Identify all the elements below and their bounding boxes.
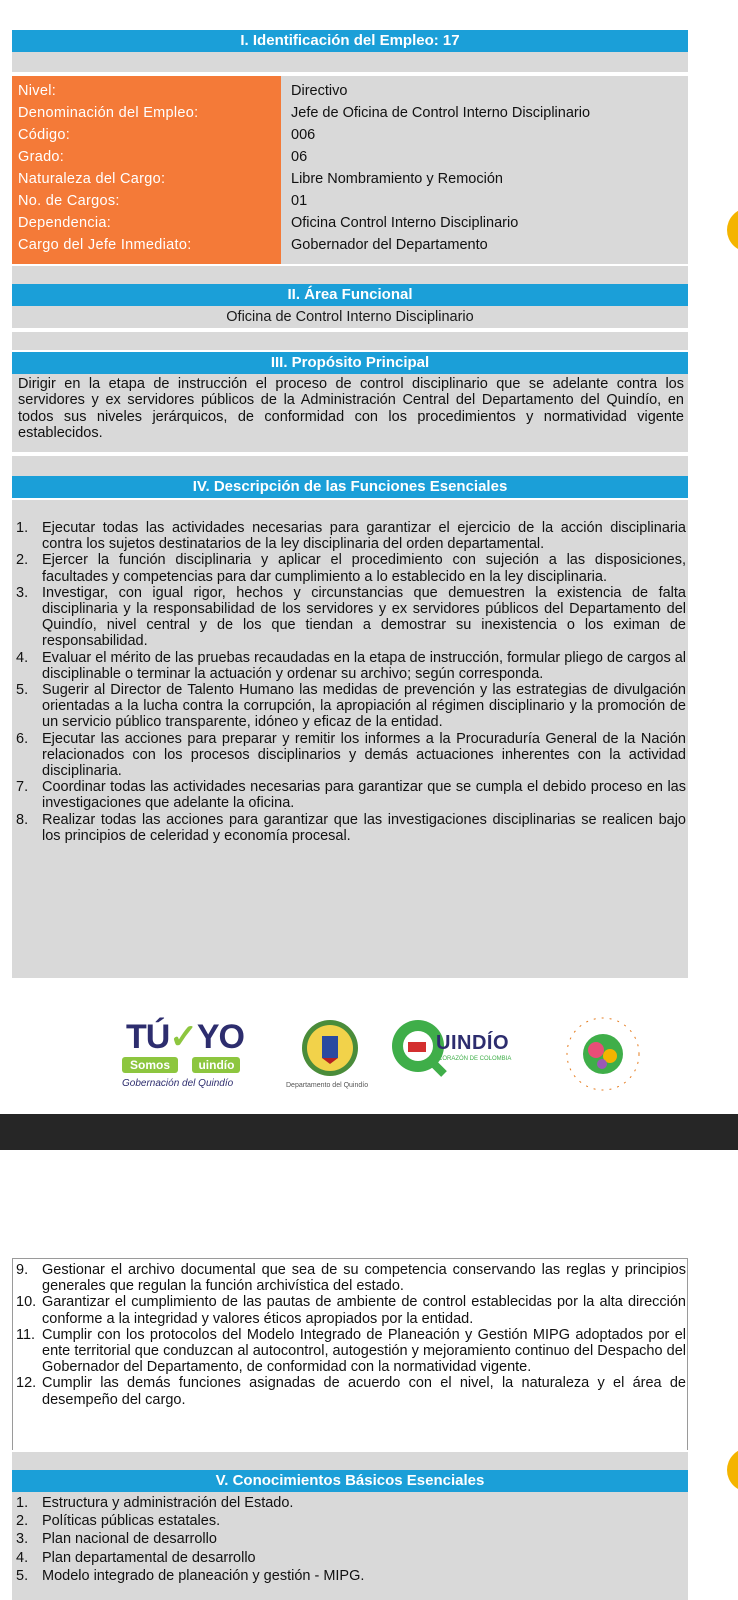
- label-naturaleza: Naturaleza del Cargo:: [18, 171, 166, 187]
- function-text: Realizar todas las acciones para garantizar que las investigaciones disciplinarias se realicen bajo los principios de celeridad y economía procesal.: [42, 811, 686, 844]
- function-item: [14, 812, 686, 844]
- section-5-header: V. Conocimientos Básicos Esenciales: [12, 1470, 688, 1492]
- function-text: Investigar, con igual rigor, hechos y circunstancias que demuestren la existencia de falta disciplinaria y la responsabilidad de los servidores y ex servidores públicos del Departamento del Quindío, nivel central y de los que tiendan a demostrar su inexistencia o los eximan de responsabilidad.: [42, 584, 686, 650]
- function-number: 6.: [16, 730, 29, 747]
- side-tab-badge-2[interactable]: [727, 1448, 738, 1492]
- conocimiento-item: [14, 1512, 686, 1530]
- function-item: [14, 1294, 686, 1326]
- function-item: [14, 552, 686, 584]
- conocimiento-number: 5.: [16, 1567, 29, 1584]
- function-text: Cumplir las demás funciones asignadas de acuerdo con el nivel, la naturaleza y el área de desempeño del cargo.: [42, 1375, 686, 1408]
- label-grado: Grado:: [18, 149, 65, 165]
- functions-list-2: [14, 1262, 686, 1408]
- label-codigo: Código:: [18, 127, 71, 143]
- function-number: 3.: [16, 584, 29, 601]
- paisaje-cultural-icon: [558, 1012, 648, 1096]
- function-item: [14, 520, 686, 552]
- function-text: Evaluar el mérito de las pruebas recaudadas en la etapa de instrucción, formular pliego de cargos al disciplinable o terminar la actuación y ordenar su archivo; según corresponda.: [42, 649, 687, 682]
- value-denominacion: Jefe de Oficina de Control Interno Disciplinario: [291, 105, 591, 121]
- function-number: 10.: [16, 1294, 37, 1311]
- logo-check-icon: ✓: [169, 1018, 197, 1056]
- label-dependencia: Dependencia:: [18, 215, 112, 231]
- function-item: [14, 1375, 686, 1407]
- quindio-brand-logo: [390, 1018, 540, 1078]
- logo-caption-departamento: Departamento del Quindío: [286, 1082, 369, 1089]
- section-4-spacer: [12, 456, 688, 476]
- value-dependencia: Oficina Control Interno Disciplinario: [291, 215, 519, 231]
- function-number: 11.: [16, 1326, 36, 1343]
- conocimiento-item: [14, 1530, 686, 1548]
- functions-list-1: [14, 520, 686, 844]
- conocimiento-item: [14, 1494, 686, 1512]
- seal-icon: [300, 1018, 360, 1078]
- function-item: [14, 682, 686, 731]
- function-number: 12.: [16, 1375, 37, 1392]
- conocimiento-text: Estructura y administración del Estado.: [42, 1495, 294, 1511]
- value-grado: 06: [291, 149, 308, 165]
- conocimiento-item: [14, 1567, 686, 1585]
- logo-somos-text: Somos: [122, 1057, 178, 1073]
- section-1-spacer: [12, 52, 688, 72]
- label-jefe-inmediato: Cargo del Jefe Inmediato:: [18, 237, 192, 253]
- function-number: 4.: [16, 649, 29, 666]
- function-item: [14, 1262, 686, 1294]
- logo-uindio-text: uindío: [192, 1057, 240, 1073]
- footer-logos: [0, 1012, 738, 1112]
- function-text: Sugerir al Director de Talento Humano las medidas de prevención y las estrategias de divulgación orientadas a la lucha contra la corrupción, la apropiación al régimen disciplinario y la promoción de un servicio público transparente, idóneo y eficaz de la entidad.: [42, 682, 686, 731]
- function-text: Ejercer la función disciplinaria y aplicar el procedimiento con sujeción a las disposiciones, facultades y competencias para dar cumplimiento a lo establecido en la ley disciplinaria.: [42, 552, 686, 585]
- function-item: [14, 650, 686, 682]
- conocimiento-number: 1.: [16, 1495, 29, 1511]
- section-2-spacer: [12, 266, 688, 284]
- function-text: Coordinar todas las actividades necesarias para garantizar que se cumpla el debido proceso en las investigaciones que adelante la oficina.: [42, 779, 686, 812]
- departamento-seal: [286, 1018, 369, 1108]
- label-nivel: Nivel:: [18, 83, 57, 99]
- function-item: [14, 731, 686, 780]
- function-text: Cumplir con los protocolos del Modelo Integrado de Planeación y Gestión MIPG adoptados por el ente territorial que conduzcan al autocontrol, autogestión y mejoramiento continuo del Despacho del Gobernador del Departamento, de conformidad con la normatividad vigente.: [42, 1326, 686, 1376]
- section-4-header: IV. Descripción de las Funciones Esenciales: [12, 476, 688, 498]
- logo-tu-text: TÚ: [126, 1018, 170, 1056]
- logo-yo-text: YO: [196, 1018, 244, 1056]
- conocimientos-list: [14, 1494, 686, 1585]
- function-item: [14, 585, 686, 650]
- area-funcional-text: Oficina de Control Interno Disciplinario: [12, 306, 688, 328]
- value-no-cargos: 01: [291, 193, 308, 209]
- conocimiento-number: 2.: [16, 1513, 29, 1530]
- function-item: [14, 779, 686, 811]
- conocimiento-text: Políticas públicas estatales.: [42, 1513, 221, 1530]
- function-text: Gestionar el archivo documental que sea de su competencia conservando las reglas y principios generales que regulan la función archivística del estado.: [42, 1262, 686, 1295]
- conocimiento-text: Plan departamental de desarrollo: [42, 1549, 256, 1566]
- conocimiento-number: 3.: [16, 1531, 29, 1548]
- function-text: Ejecutar las acciones para preparar y remitir los informes a la Procuraduría General de la Nación relacionados con los procesos disciplinarios y demás actuaciones inherentes con la actividad disciplinaria.: [42, 730, 686, 780]
- function-number: 8.: [16, 811, 29, 828]
- value-jefe-inmediato: Gobernador del Departamento: [291, 237, 488, 253]
- side-tab-badge-1[interactable]: [727, 208, 738, 252]
- function-number: 9.: [16, 1262, 29, 1278]
- function-number: 7.: [16, 779, 29, 796]
- conocimiento-number: 4.: [16, 1549, 29, 1566]
- conocimiento-text: Plan nacional de desarrollo: [42, 1531, 217, 1548]
- conocimiento-text: Modelo integrado de planeación y gestión - MIPG.: [42, 1567, 365, 1584]
- logo-corazon-text: CORAZÓN DE COLOMBIA: [438, 1056, 512, 1062]
- section-2-header: II. Área Funcional: [12, 284, 688, 306]
- paisaje-cultural-logo: [558, 1012, 648, 1096]
- function-item: [14, 1327, 686, 1376]
- function-number: 1.: [16, 520, 29, 536]
- conocimiento-item: [14, 1549, 686, 1567]
- function-number: 5.: [16, 682, 29, 699]
- page-break-bar: [0, 1114, 738, 1150]
- proposito-text: Dirigir en la etapa de instrucción el proceso de control disciplinario que se adelante contra los servidores y ex servidores públicos de la Administración Central del Departamento del Quindío, en todos sus niveles jerárquicos, de conformidad con los procedimientos y normatividad vigente establecidos.: [18, 376, 684, 442]
- label-no-cargos: No. de Cargos:: [18, 193, 120, 209]
- value-naturaleza: Libre Nombramiento y Remoción: [291, 171, 503, 187]
- value-codigo: 006: [291, 127, 316, 143]
- gobernacion-logo: [118, 1020, 278, 1100]
- function-text: Garantizar el cumplimiento de las pautas de ambiente de control establecidas por la alta dirección conforme a la integridad y valores éticos apropiados por la entidad.: [42, 1294, 686, 1327]
- label-denominacion: Denominación del Empleo:: [18, 105, 199, 121]
- section-3-spacer: [12, 332, 688, 350]
- logo-caption-gobernacion: Gobernación del Quindío: [122, 1078, 234, 1089]
- section-1-header: I. Identificación del Empleo: 17: [12, 30, 688, 52]
- section-3-header: III. Propósito Principal: [12, 352, 688, 374]
- function-text: Ejecutar todas las actividades necesarias para garantizar el ejercicio de la acción disciplinaria contra los sujetos destinatarios de la ley disciplinaria del orden departamental.: [42, 520, 686, 553]
- function-number: 2.: [16, 552, 29, 569]
- logo-quindio-text: UINDÍO: [436, 1032, 509, 1054]
- value-nivel: Directivo: [291, 83, 348, 99]
- section-5-spacer: [12, 1452, 688, 1470]
